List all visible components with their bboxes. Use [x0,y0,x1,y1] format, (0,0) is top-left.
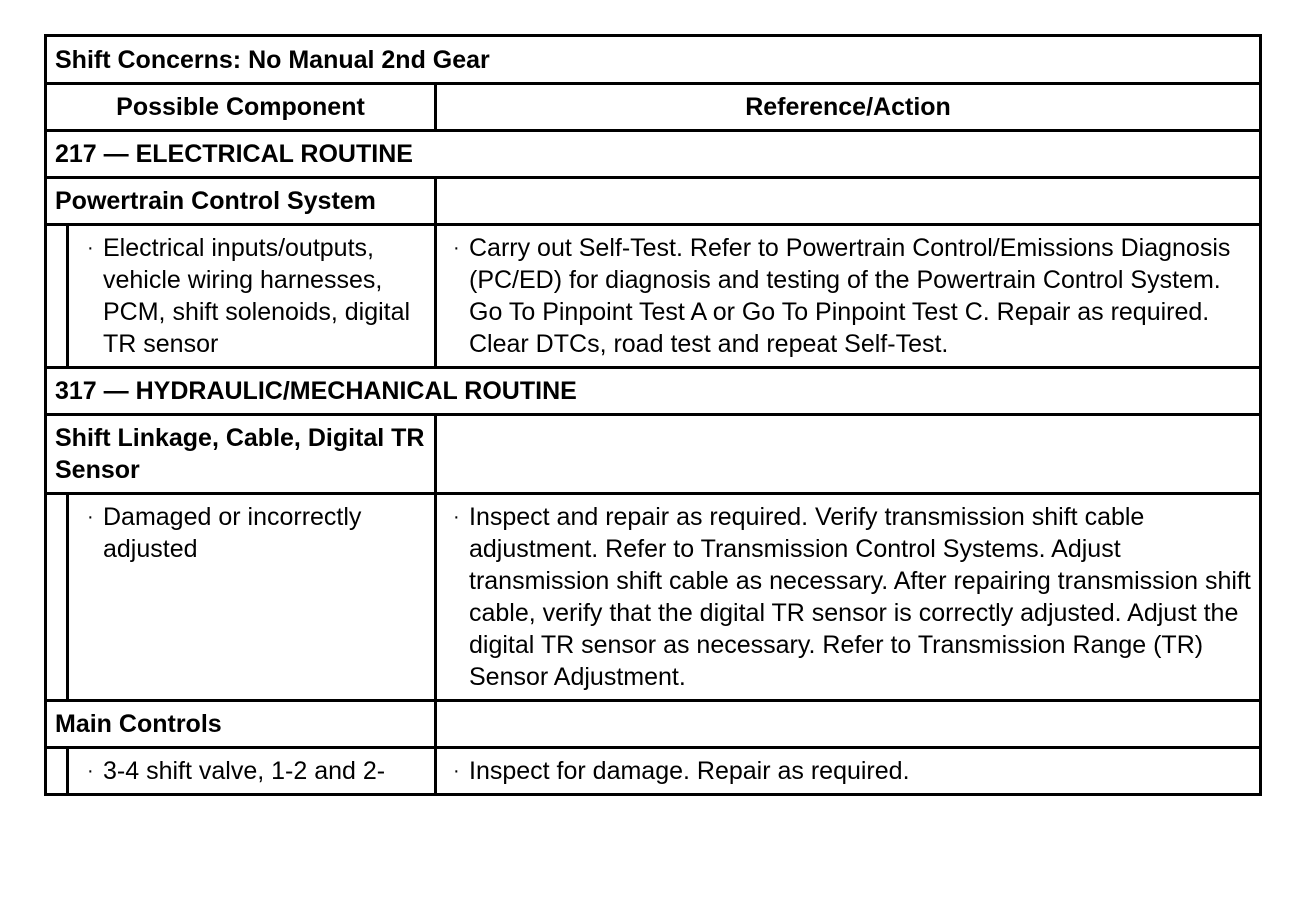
group-row-powertrain [47,176,1259,223]
action-text: Carry out Self-Test. Refer to Powertrain Control/Emissions Diagnosis (PC/ED) for diagnosis and testing of the Powertrain Control System. Go To Pinpoint Test A or Go To Pinpoint Test C. Repair as required. Clear DTCs, road test and repeat Self-Test. [469,234,1231,358]
group-name-label: Shift Linkage, Cable, Digital TR Sensor [55,424,425,484]
component-cell [47,226,437,366]
table-row [47,223,1259,366]
routine-title: 217 — ELECTRICAL ROUTINE [55,140,413,168]
action-cell [437,749,1259,793]
indent-bar [47,495,69,699]
indent-bar [47,749,69,793]
bullet-icon: · [87,506,94,528]
routine-title: 317 — HYDRAULIC/MECHANICAL ROUTINE [55,377,577,405]
action-cell [437,226,1259,366]
header-possible-component [47,85,437,129]
group-action-empty [437,416,1259,492]
component-cell [47,495,437,699]
component-content [69,755,426,787]
group-name-label: Powertrain Control System [55,187,376,215]
component-content [69,232,426,360]
bullet-icon: · [453,237,460,259]
table-row [47,492,1259,699]
group-name-label: Main Controls [55,710,222,738]
table-title: Shift Concerns: No Manual 2nd Gear [55,46,490,74]
action-text: Inspect and repair as required. Verify transmission shift cable adjustment. Refer to Transmission Control Systems. Adjust transmission shift cable as necessary. After repairing transmission shift cable, verify that the digital TR sensor is correctly adjusted. Adjust the digital TR sensor as necessary. Refer to Transmission Range (TR) Sensor Adjustment. [469,503,1251,691]
indent-bar [47,226,69,366]
action-cell [437,495,1259,699]
group-name [47,416,437,492]
shift-concerns-table [44,34,1262,796]
table-row [47,746,1259,793]
table-header-row [47,82,1259,129]
bullet-icon: · [87,237,94,259]
header-possible-component-label: Possible Component [116,93,365,121]
component-text: Damaged or incorrectly adjusted [103,503,362,563]
group-row-main-controls [47,699,1259,746]
component-text: Electrical inputs/outputs, vehicle wiring harnesses, PCM, shift solenoids, digital TR sensor [103,234,411,358]
bullet-icon: · [87,760,94,782]
group-row-shift-linkage [47,413,1259,492]
component-cell [47,749,437,793]
list-item [85,755,426,787]
group-name [47,702,437,746]
table-title-row [47,37,1259,82]
group-action-empty [437,179,1259,223]
list-item [85,232,426,360]
routine-row-217 [47,129,1259,176]
action-text: Inspect for damage. Repair as required. [469,757,910,785]
list-item [451,501,1251,693]
component-text: 3-4 shift valve, 1-2 and 2- [103,757,386,785]
list-item [451,232,1251,360]
list-item [451,755,1251,787]
bullet-icon: · [453,506,460,528]
group-action-empty [437,702,1259,746]
header-reference-action: Reference/Action [745,93,951,121]
component-content [69,501,426,693]
bullet-icon: · [453,760,460,782]
list-item [85,501,426,565]
group-name [47,179,437,223]
routine-row-317 [47,366,1259,413]
